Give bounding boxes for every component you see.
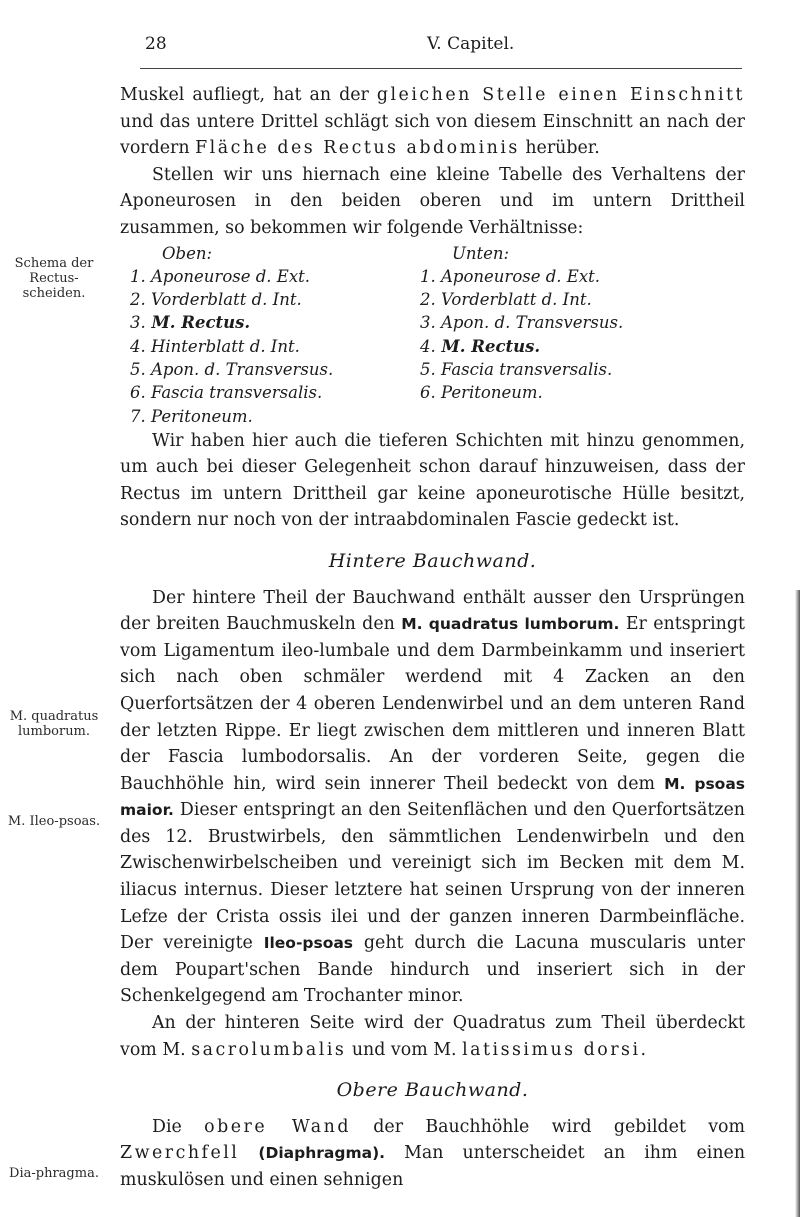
row-number: 1. <box>420 266 436 286</box>
margin-note-quadratus: M. quadratus lumborum. <box>9 709 99 739</box>
table-row <box>130 405 333 428</box>
paragraph-1: Muskel aufliegt, hat an der gleichen Stelle einen Einschnitt und das untere Drittel schlägt sich von diesem Einschnitt an nach der vordern Fläche des Rectus abdominis herüber. <box>120 85 746 159</box>
row-text: Fascia transversalis. <box>441 360 613 380</box>
running-title: V. Capitel. <box>427 34 515 54</box>
page-number: 28 <box>145 34 167 54</box>
row-text: Fascia transversalis. <box>151 383 323 403</box>
row-text: M. Rectus. <box>441 336 541 356</box>
section-title-hintere-bauchwand: Hintere Bauchwand. <box>328 549 537 572</box>
paragraph-6: Die obere Wand der Bauchhöhle wird gebildet vom Zwerchfell (Diaphragma). Man unterscheidet an ihm einen muskulösen und einen sehnigen <box>120 1116 746 1190</box>
table-row <box>420 288 623 311</box>
margin-note-diaphragma: Dia-phragma. <box>9 1166 99 1181</box>
row-number: 5. <box>420 360 436 380</box>
scan-shadow <box>795 590 800 1217</box>
table-row <box>420 358 623 381</box>
table-row <box>420 335 623 358</box>
row-text: Apon. d. Transversus. <box>441 313 624 333</box>
row-number: 2. <box>420 290 436 310</box>
row-text: Hinterblatt d. Int. <box>151 336 300 356</box>
main-text <box>120 82 745 1194</box>
table-row <box>420 381 623 404</box>
row-text: Apon. d. Transversus. <box>151 360 334 380</box>
paragraph-3: Wir haben hier auch die tieferen Schichten mit hinzu genommen, um auch bei dieser Gelegenheit schon darauf hinzuweisen, dass der Rectus im untern Drittheil gar keine aponeurotische Hülle besitzt, sondern nur noch von der intraabdominalen Fascie gedeckt ist. <box>120 430 745 531</box>
row-number: 4. <box>420 336 436 356</box>
page-header <box>145 34 740 64</box>
row-text: Vorderblatt d. Int. <box>441 290 592 310</box>
table-row <box>130 335 333 358</box>
row-text: Aponeurose d. Ext. <box>151 266 311 286</box>
row-number: 5. <box>130 360 146 380</box>
row-number: 6. <box>420 383 436 403</box>
paragraph-2: Stellen wir uns hiernach eine kleine Tabelle des Verhaltens der Aponeurosen in den beiden oberen und im untern Drittheil zusammen, so bekommen wir folgende Verhältnisse: <box>120 164 745 238</box>
row-number: 7. <box>130 406 146 426</box>
table-row <box>420 311 623 334</box>
row-number: 6. <box>130 383 146 403</box>
margin-note-rectus: Schema der Rectus-scheiden. <box>14 256 94 301</box>
paragraph-5: An der hinteren Seite wird der Quadratus zum Theil überdeckt vom M. sacrolumbalis und vom M. latissimus dorsi. <box>120 1013 745 1060</box>
row-text: Vorderblatt d. Int. <box>151 290 302 310</box>
row-number: 4. <box>130 336 146 356</box>
row-text: Aponeurose d. Ext. <box>441 266 601 286</box>
row-number: 2. <box>130 290 146 310</box>
table-column-unten <box>420 242 623 405</box>
table-row <box>130 381 333 404</box>
row-number: 1. <box>130 266 146 286</box>
column-header-oben: Oben: <box>162 243 213 263</box>
table-row <box>130 358 333 381</box>
column-header-unten: Unten: <box>452 243 510 263</box>
row-number: 3. <box>130 313 146 333</box>
row-number: 3. <box>420 313 436 333</box>
table-row <box>130 311 333 334</box>
row-text: M. Rectus. <box>151 313 251 333</box>
table-row <box>130 288 333 311</box>
margin-note-ileopsoas: M. Ileo-psoas. <box>7 814 101 829</box>
paragraph-4: Der hintere Theil der Bauchwand enthält ausser den Ursprüngen der breiten Bauchmuskeln den M. quadratus lumborum. Er entspringt vom Ligamentum ileo-lumbale und dem Darmbeinkamm und inseriert sich nach oben schmäler werdend mit 4 Zacken an den Querfortsätzen der 4 oberen Lendenwirbel und an dem unteren Rand der letzten Rippe. Er liegt zwischen dem mittleren und inneren Blatt der Fascia lumbodorsalis. An der vorderen Seite, gegen die Bauchhöhle hin, wird sein innerer Theil bedeckt von dem M. psoas maior. Dieser entspringt an den Seitenflächen und den Querfortsätzen des 12. Brustwirbels, den sämmtlichen Lendenwirbeln und den Zwischenwirbelscheiben und vereinigt sich im Becken mit dem M. iliacus internus. Dieser letztere hat seinen Ursprung von der inneren Lefze der Crista ossis ilei und der ganzen inneren Darmbeinfläche. Der vereinigte Ileo-psoas geht durch die Lacuna muscularis unter dem Poupart'schen Bande hindurch und inseriert sich in der Schenkelgegend am Trochanter minor. <box>120 587 745 1007</box>
row-text: Peritoneum. <box>151 406 253 426</box>
table-row <box>130 265 333 288</box>
section-title-obere-bauchwand: Obere Bauchwand. <box>336 1079 529 1102</box>
table-column-oben <box>130 242 333 428</box>
table-row <box>420 265 623 288</box>
header-rule <box>140 68 742 69</box>
row-text: Peritoneum. <box>441 383 543 403</box>
aponeurosis-table <box>120 242 745 428</box>
